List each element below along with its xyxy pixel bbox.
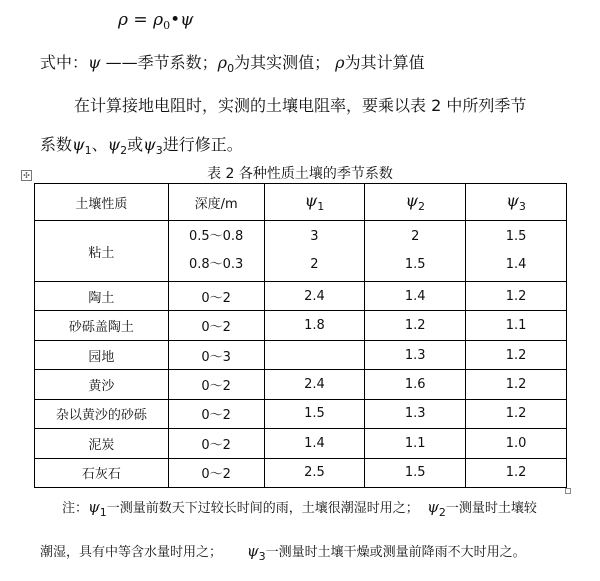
table-note-line-2 (40, 541, 526, 563)
note-sub2: 2 (438, 506, 446, 519)
explain-sub0: 0 (227, 62, 235, 75)
para-suffix: 进行修正。 (162, 135, 243, 154)
cell-soil: 园地 (35, 340, 169, 369)
cell-psi3: 1.0 (466, 429, 567, 458)
clay-psi3-a: 1.5 (505, 229, 527, 244)
note-sub1: 1 (99, 506, 107, 519)
cell-depth: 0～2 (168, 399, 264, 428)
table-row-clay (35, 221, 567, 282)
formula-sub0: 0 (163, 19, 171, 32)
cell-psi2: 1.3 (365, 340, 466, 369)
clay-psi2-a: 2 (411, 229, 420, 244)
cell-psi3: 1.2 (466, 458, 567, 487)
explain-psi: ψ (88, 53, 101, 72)
cell-depth: 0～3 (168, 340, 264, 369)
note-psi3: ψ (246, 542, 259, 560)
cell-soil: 杂以黄沙的砂砾 (35, 399, 169, 428)
table-row (35, 370, 567, 399)
cell-psi2: 1.5 (365, 458, 466, 487)
clay-depth-2: 0.8～0.3 (188, 257, 244, 272)
cell-psi1: 1.4 (264, 429, 365, 458)
cell-psi1-clay (264, 221, 365, 282)
explain-rho-desc: 为其计算值 (344, 53, 425, 72)
cell-depth: 0～2 (168, 311, 264, 340)
table-header-row (35, 184, 567, 221)
table-row (35, 311, 567, 340)
para-prefix: 系数 (40, 135, 73, 154)
cell-psi3: 1.2 (466, 340, 567, 369)
header-psi1-symbol: ψ (304, 191, 318, 210)
explain-psi-desc: ——季节系数； (100, 53, 218, 72)
note-text1: 一测量前数天下过较长时间的雨，土壤很潮湿时用之； (106, 501, 419, 516)
cell-psi3: 1.2 (466, 370, 567, 399)
table-move-handle-icon[interactable]: ✣ (21, 170, 32, 181)
cell-soil-clay: 粘土 (35, 221, 169, 282)
table-row (35, 429, 567, 458)
table-row (35, 458, 567, 487)
para-sub2: 2 (120, 144, 128, 157)
header-depth: 深度/m (168, 184, 264, 221)
para-sub3: 3 (155, 144, 163, 157)
table-row (35, 282, 567, 311)
note-line2-text: 潮湿，具有中等含水量时用之； (40, 545, 223, 560)
cell-psi1: 2.4 (264, 370, 365, 399)
cell-psi3: 1.2 (466, 282, 567, 311)
table-caption: 表 2 各种性质土壤的季节系数 (207, 166, 393, 182)
cell-soil: 石灰石 (35, 458, 169, 487)
seasonal-coefficient-table (34, 183, 567, 488)
cell-psi1: 1.5 (264, 399, 365, 428)
para-psi1: ψ (72, 135, 85, 154)
clay-psi2-b: 1.5 (404, 257, 426, 272)
cell-psi2: 1.1 (365, 429, 466, 458)
note-sub3: 3 (258, 550, 266, 563)
explain-rho0: ρ (217, 53, 228, 72)
cell-psi1: 2.4 (264, 282, 365, 311)
clay-psi1-b: 2 (310, 257, 319, 272)
table-row (35, 399, 567, 428)
explain-prefix: 式中： (40, 53, 89, 72)
paragraph-line-1: 在计算接地电阻时，实测的土壤电阻率，要乘以表 2 中所列季节 (74, 96, 527, 115)
header-psi2-sub: 2 (418, 200, 426, 213)
formula-psi: ψ (180, 10, 194, 30)
explain-rho: ρ (335, 53, 345, 72)
clay-psi1-a: 3 (310, 229, 319, 244)
formula-explanation (40, 50, 425, 75)
table-note-line-1 (62, 497, 537, 519)
header-psi3-sub: 3 (518, 200, 526, 213)
cell-psi1 (264, 340, 365, 369)
cell-psi2: 1.6 (365, 370, 466, 399)
header-psi2-symbol: ψ (405, 191, 419, 210)
cell-psi2-clay (365, 221, 466, 282)
cell-depth-clay (168, 221, 264, 282)
paragraph-line-2 (40, 132, 243, 157)
formula-dot: • (170, 10, 181, 30)
cell-psi2: 1.3 (365, 399, 466, 428)
cell-soil: 砂砾盖陶土 (35, 311, 169, 340)
cell-psi3-clay (466, 221, 567, 282)
formula-equals: = (128, 10, 154, 30)
note-psi2: ψ (427, 498, 439, 516)
cell-psi2: 1.2 (365, 311, 466, 340)
cell-depth: 0～2 (168, 458, 264, 487)
cell-psi3: 1.1 (466, 311, 567, 340)
cell-soil: 泥炭 (35, 429, 169, 458)
para-sep2: 或 (127, 135, 144, 154)
cell-depth: 0～2 (168, 429, 264, 458)
para-sep1: 、 (91, 135, 108, 154)
cell-depth: 0～2 (168, 370, 264, 399)
cell-psi2: 1.4 (365, 282, 466, 311)
cell-psi1: 1.8 (264, 311, 365, 340)
formula (118, 10, 193, 32)
table-row (35, 340, 567, 369)
note-psi1: ψ (88, 498, 100, 516)
para-psi3: ψ (143, 135, 156, 154)
cell-soil: 黄沙 (35, 370, 169, 399)
cell-depth: 0～2 (168, 282, 264, 311)
header-psi3-symbol: ψ (506, 191, 519, 210)
header-psi1-sub: 1 (317, 200, 325, 213)
clay-psi3-b: 1.4 (505, 257, 527, 272)
header-psi3 (466, 184, 567, 221)
header-psi1 (264, 184, 365, 221)
header-soil: 土壤性质 (35, 184, 169, 221)
para-psi2: ψ (107, 135, 121, 154)
clay-depth-1: 0.5～0.8 (188, 229, 244, 244)
table-resize-handle[interactable] (565, 488, 571, 494)
para-sub1: 1 (84, 144, 92, 157)
explain-rho0-desc: 为其实测值； (234, 53, 331, 72)
cell-soil: 陶土 (35, 282, 169, 311)
formula-rho: ρ (118, 10, 128, 30)
note-text2: 一测量时土壤较 (445, 501, 537, 516)
formula-rho0: ρ (153, 10, 164, 30)
header-psi2 (365, 184, 466, 221)
cell-psi3: 1.2 (466, 399, 567, 428)
note-prefix: 注： (62, 501, 89, 516)
cell-psi1: 2.5 (264, 458, 365, 487)
note-text3: 一测量时土壤干燥或测量前降雨不大时用之。 (265, 545, 526, 560)
